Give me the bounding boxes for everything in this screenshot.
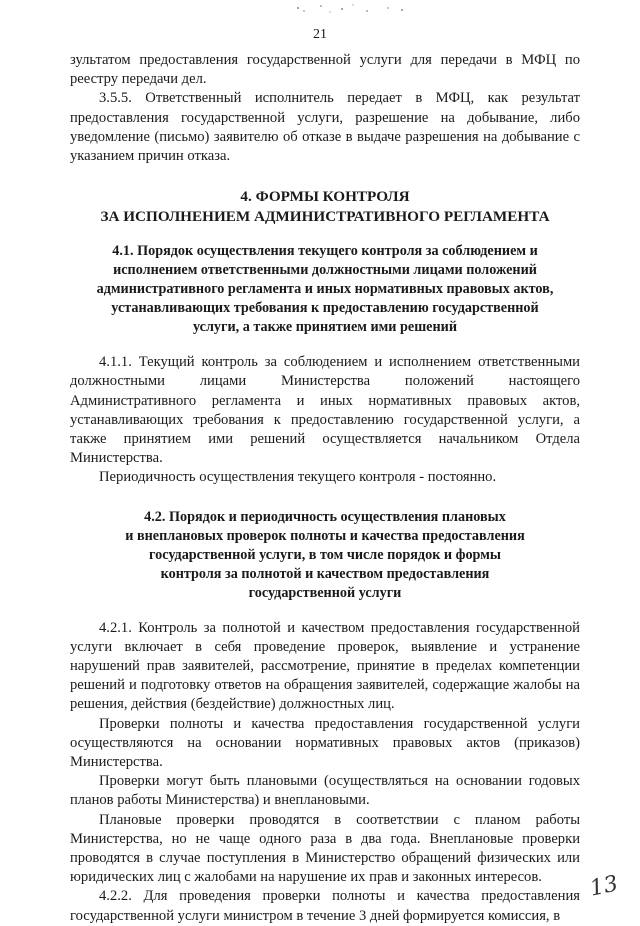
paragraph-continuation: зультатом предоставления государственной услуги для передачи в МФЦ по реестру передачи дел.: [70, 52, 580, 88]
paragraph-4-2-2: 4.2.2. Для проведения проверки полноты и качества предоставления государственной услуги министром в течение 3 дней формируется комиссия, в: [70, 888, 580, 924]
paragraph-3-5-5: 3.5.5. Ответственный исполнитель передает в МФЦ, как результат предоставления государственной услуги, разрешение на добывание, либо уведомление (письмо) заявителю об отказе в выдаче разрешения на добывание с указанием причин отказа.: [70, 90, 580, 165]
section-4-title-line-2: ЗА ИСПОЛНЕНИЕМ АДМИНИСТРАТИВНОГО РЕГЛАМЕНТА: [100, 207, 550, 225]
section-4-title-line-1: 4. ФОРМЫ КОНТРОЛЯ: [240, 188, 410, 206]
paragraph-checks-basis: Проверки полноты и качества предоставления государственной услуги осуществляются на основании нормативных правовых актов (приказов) Министерства.: [70, 715, 580, 771]
section-4-2-title-line: государственной услуги, в том числе порядок и формы: [149, 546, 501, 563]
paragraph-periodicity: Периодичность осуществления текущего контроля - постоянно.: [99, 469, 497, 486]
section-4-1-title-line: устанавливающих требования к предоставлению государственной: [111, 300, 539, 317]
paragraph-check-types: Проверки могут быть плановыми (осуществляться на основании годовых планов работы Министерства) и внеплановыми.: [70, 773, 580, 809]
section-4-2-title-line: 4.2. Порядок и периодичность осуществления плановых: [144, 508, 506, 525]
document-body: [70, 51, 580, 926]
section-4-1-title-line: услуги, а также принятием ими решений: [193, 319, 457, 336]
handwritten-sheet-number: 13: [587, 871, 621, 902]
scan-artifact-specks: [290, 2, 410, 16]
paragraph-planned-checks: Плановые проверки проводятся в соответствии с планом работы Министерства, но не чаще одного раза в два года. Внеплановые проверки проводятся в случае поступления в Министерство обращений физических или юридических лиц с жалобами на нарушение их прав и законных интересов.: [70, 811, 580, 886]
section-4-1-title-line: административного регламента и иных нормативных правовых актов,: [96, 281, 554, 298]
section-4-2-title-line: и внеплановых проверок полноты и качества предоставления: [125, 527, 525, 544]
page-number: 21: [313, 27, 327, 42]
section-4-1-title-line: 4.1. Порядок осуществления текущего контроля за соблюдением и: [112, 243, 538, 260]
section-4-1-title-line: исполнением ответственными должностными лицами положений: [113, 262, 537, 279]
section-4-2-title-line: государственной услуги: [248, 584, 402, 601]
section-4-2-title-line: контроля за полнотой и качеством предоставления: [160, 565, 490, 582]
paragraph-4-2-1: 4.2.1. Контроль за полнотой и качеством предоставления государственной услуги включает в себя проведение проверок, выявление и устранение нарушений прав заявителей, рассмотрение, принятие в пределах компетенции решений и подготовку ответов на обращения заявителей, содержащие жалобы на решения, действия (бездействие) должностных лиц.: [70, 619, 580, 713]
paragraph-4-1-1: 4.1.1. Текущий контроль за соблюдением и исполнением ответственными должностными лицами Министерства положений настоящего Административного регламента и иных нормативных правовых актов, устанавливающих требования к предоставлению государственной услуги, а также принятием ими решений осуществляется начальником Отдела Министерства.: [70, 354, 580, 467]
